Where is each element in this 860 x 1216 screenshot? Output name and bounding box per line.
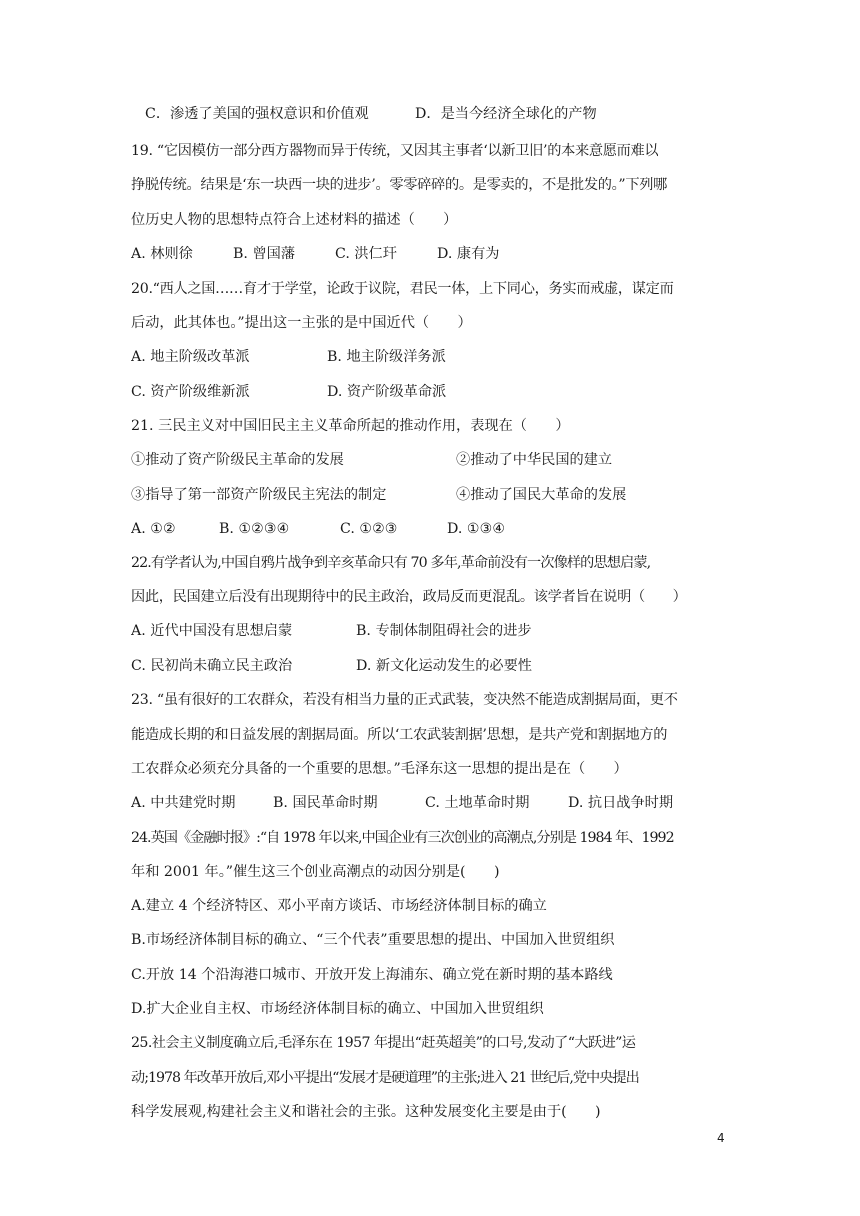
q25-stem-line-3: 科学发展观,构建社会主义和谐社会的主张。这种发展变化主要是由于( )	[131, 1104, 601, 1120]
page-number: 4	[717, 1131, 725, 1145]
q24-option-a: A.建立 4 个经济特区、邓小平南方谈话、市场经济体制目标的确立	[131, 898, 547, 914]
q20-option-b: B. 地主阶级洋务派	[327, 349, 446, 365]
q23-stem-line-2: 能造成长期的和日益发展的割据局面。所以‘工农武装割据’思想，是共产党和割据地方的	[131, 727, 668, 743]
q22-option-b: B. 专制体制阻碍社会的进步	[356, 623, 532, 639]
q21-option-a: A. ①②	[131, 521, 176, 537]
q21-options	[131, 519, 741, 539]
q21-item-2: ②推动了中华民国的建立	[456, 452, 613, 468]
q23-stem-line-1: 23. “虽有很好的工农群众，若没有相当力量的正式武装，变决然不能造成割据局面，更不	[131, 692, 678, 708]
q22-options-ab	[131, 621, 741, 641]
q19-stem-line-2: 挣脱传统。结果是‘东一块西一块的进步’。零零碎碎的。是零卖的，不是批发的。”下列哪	[131, 177, 668, 193]
q23-option-d: D. 抗日战争时期	[568, 795, 674, 811]
q19-options	[131, 244, 741, 264]
q24-option-c: C.开放 14 个沿海港口城市、开放开发上海浦东、确立党在新时期的基本路线	[131, 967, 613, 983]
q18-options-cd	[145, 104, 755, 124]
q20-option-d: D. 资产阶级革命派	[327, 384, 447, 400]
q23-options	[131, 793, 741, 813]
q20-option-a: A. 地主阶级改革派	[131, 349, 250, 365]
q23-option-b: B. 国民革命时期	[273, 795, 378, 811]
q22-option-c: C. 民初尚未确立民主政治	[131, 658, 293, 674]
q19-stem-line-1: 19. “它因模仿一部分西方器物而异于传统，又因其主事者‘以新卫旧’的本来意愿而难以	[131, 143, 659, 159]
q21-option-d: D. ①③④	[447, 521, 506, 537]
q19-option-c: C. 洪仁玕	[335, 246, 397, 262]
q20-stem-line-1: 20.“西人之国……育才于学堂，论政于议院，君民一体，上下同心，务实而戒虚，谋定而	[131, 281, 674, 297]
q20-stem-line-2: 后动，此其体也。”提出这一主张的是中国近代（ ）	[131, 315, 472, 331]
q23-option-c: C. 土地革命时期	[425, 795, 530, 811]
q20-option-c: C. 资产阶级维新派	[131, 384, 250, 400]
q23-option-a: A. 中共建党时期	[131, 795, 236, 811]
q18-option-d: D．是当今经济全球化的产物	[415, 106, 597, 122]
q24-stem-line-1: 24.英国《金融时报》:“自 1978 年以来,中国企业有三次创业的高潮点,分别是 1984 年、1992	[131, 830, 674, 846]
q21-stem: 21. 三民主义对中国旧民主主义革命所起的推动作用，表现在（ ）	[131, 418, 570, 434]
q22-option-a: A. 近代中国没有思想启蒙	[131, 623, 293, 639]
q19-option-a: A. 林则徐	[131, 246, 193, 262]
q19-option-d: D. 康有为	[437, 246, 500, 262]
q23-stem-line-3: 工农群众必须充分具备的一个重要的思想。”毛泽东这一思想的提出是在（ ）	[131, 761, 628, 777]
q21-item-1: ①推动了资产阶级民主革命的发展	[131, 452, 344, 468]
q25-stem-line-1: 25.社会主义制度确立后,毛泽东在 1957 年提出“赶英超美”的口号,发动了“大跃进”运	[131, 1035, 636, 1051]
q19-stem-line-3: 位历史人物的思想特点符合上述材料的描述（ ）	[131, 212, 458, 228]
q21-item-3: ③指导了第一部资产阶级民主宪法的制定	[131, 487, 387, 503]
q19-option-b: B. 曾国藩	[233, 246, 296, 262]
q24-stem-line-2: 年和 2001 年。”催生这三个创业高潮点的动因分别是( )	[131, 864, 500, 880]
q22-stem-line-1: 22.有学者认为,中国自鸦片战争到辛亥革命只有 70 多年,革命前没有一次像样的思想启蒙,	[131, 555, 651, 571]
q21-option-c: C. ①②③	[340, 521, 398, 537]
q22-options-cd	[131, 656, 741, 676]
q20-options-ab	[131, 347, 741, 367]
q21-items-1-2	[131, 450, 741, 470]
q20-options-cd	[131, 382, 741, 402]
q22-stem-line-2: 因此，民国建立后没有出现期待中的民主政治，政局反而更混乱。该学者旨在说明（ ）	[131, 589, 687, 605]
q25-stem-line-2: 动;1978 年改革开放后,邓小平提出“发展才是硬道理”的主张;进入 21 世纪后,党中央提出	[131, 1070, 639, 1086]
q21-option-b: B. ①②③④	[219, 521, 290, 537]
q18-option-c: C．渗透了美国的强权意识和价值观	[145, 106, 369, 122]
q21-item-4: ④推动了国民大革命的发展	[456, 487, 627, 503]
q21-items-3-4	[131, 485, 741, 505]
q24-option-b: B.市场经济体制目标的确立、“三个代表”重要思想的提出、中国加入世贸组织	[131, 932, 615, 948]
q24-option-d: D.扩大企业自主权、市场经济体制目标的确立、中国加入世贸组织	[131, 1001, 544, 1017]
q22-option-d: D. 新文化运动发生的必要性	[356, 658, 532, 674]
